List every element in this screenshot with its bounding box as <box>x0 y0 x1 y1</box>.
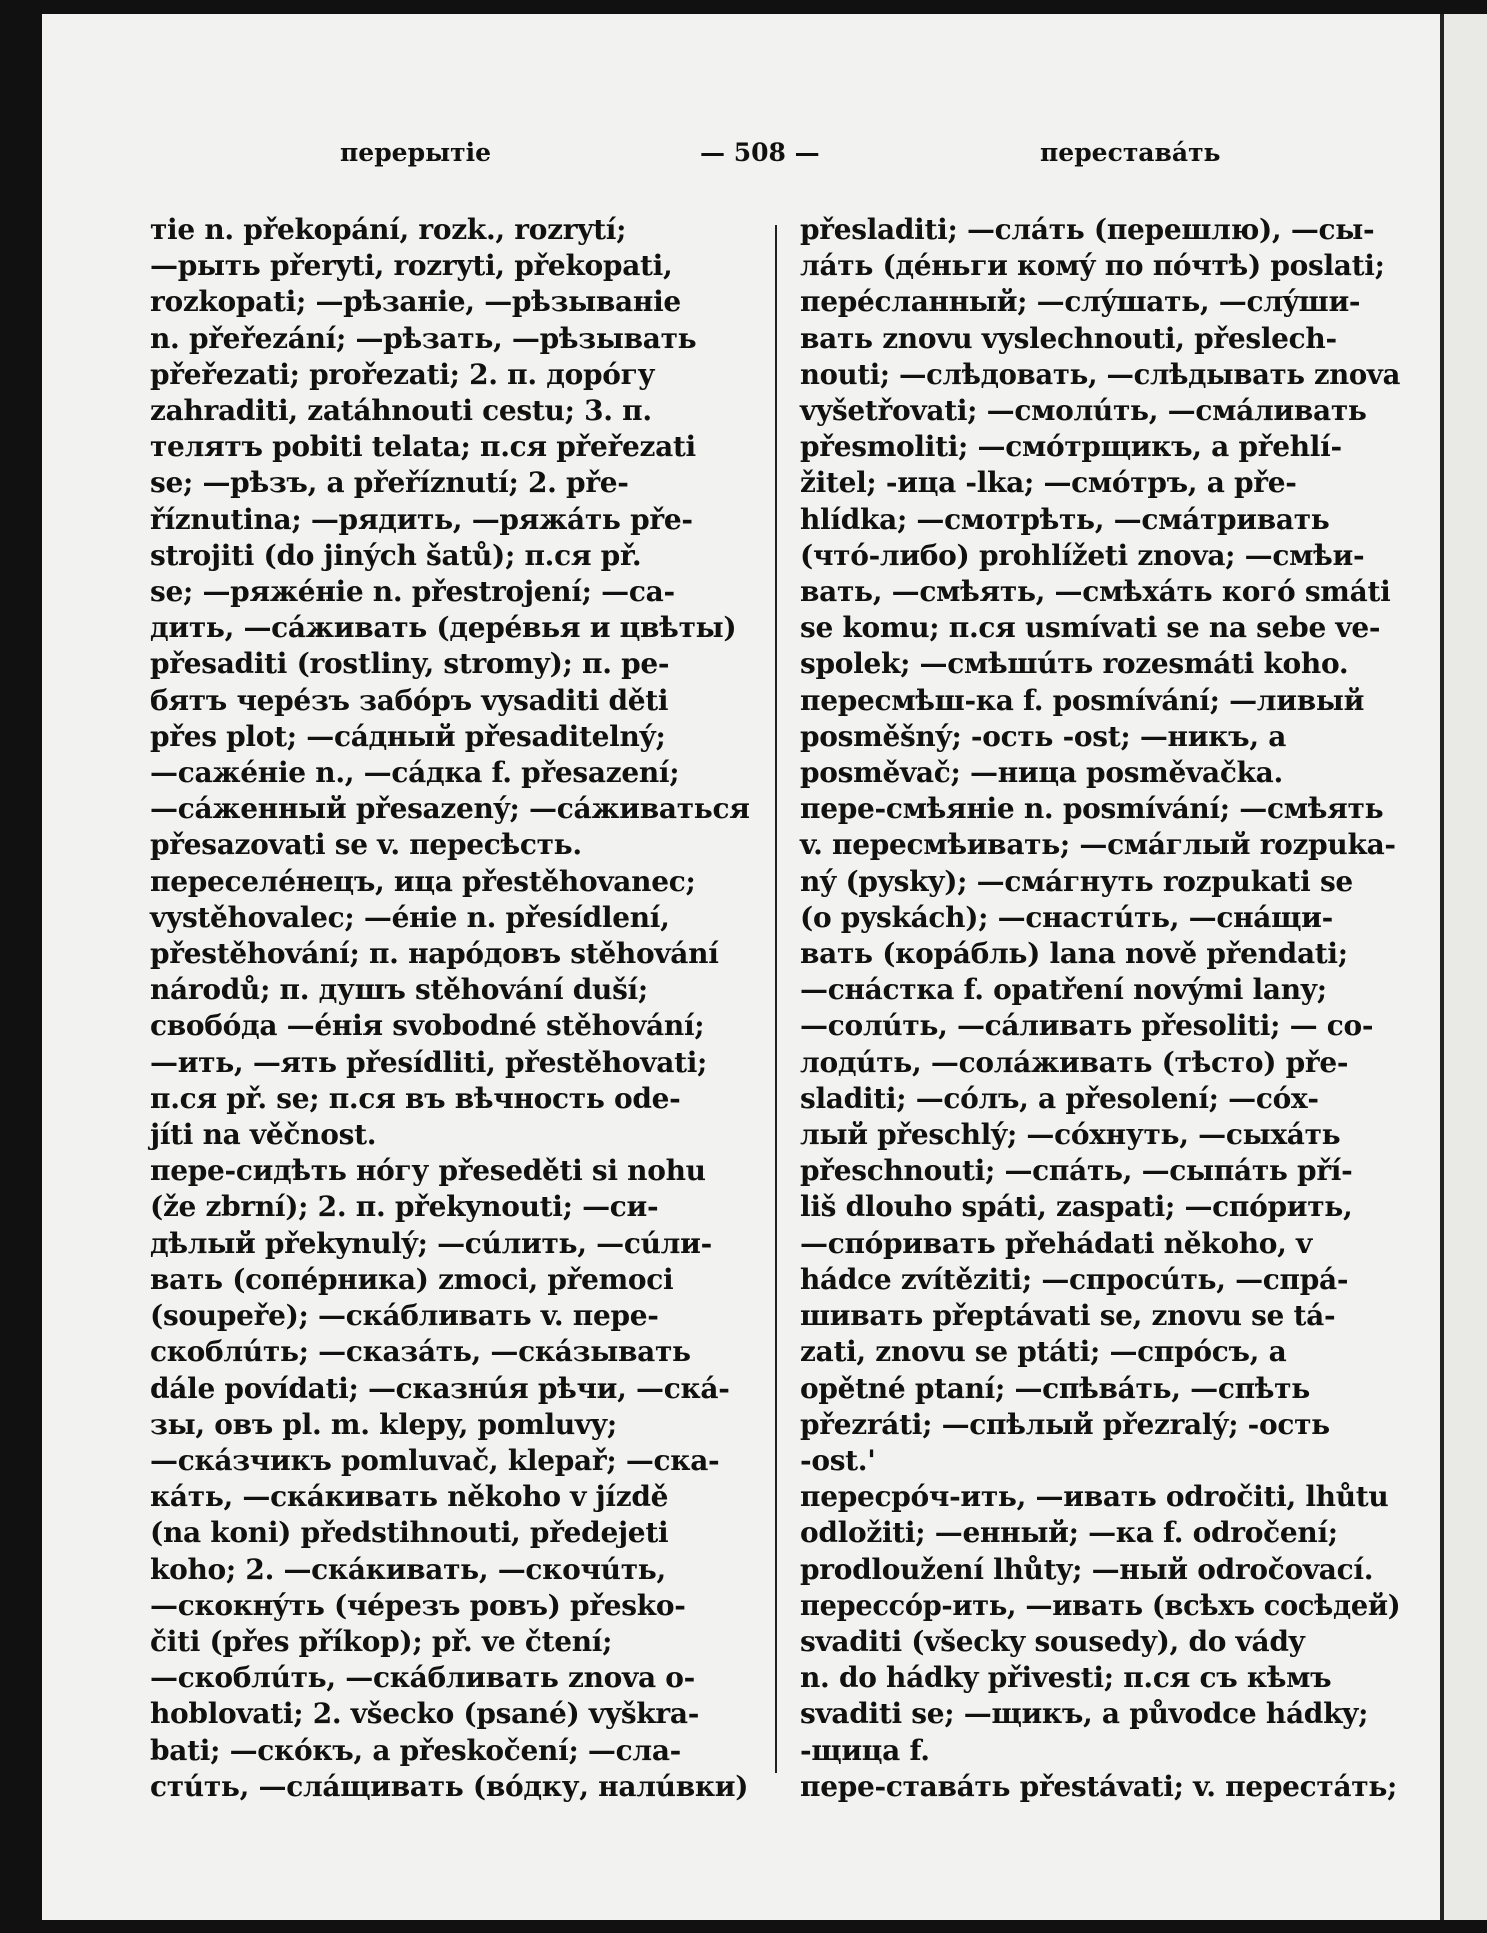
page-number: — 508 — <box>700 138 820 167</box>
text-line: свобóда —éнія svobodné stěhování; <box>150 1009 705 1043</box>
text-line: odložiti; —енный; —ка f. odročení; <box>800 1516 1338 1550</box>
text-line: —рыть přeryti, rozryti, překopati, <box>150 249 673 283</box>
text-line: вать (сопéрника) zmoci, přemoci <box>150 1262 674 1296</box>
text-line: —солúть, —сáливать přesoliti; — со- <box>800 1009 1374 1043</box>
text-line: -ost.' <box>800 1443 876 1477</box>
left-column <box>150 212 750 1805</box>
text-line: svaditi se; —щикъ, a původce hádky; <box>800 1697 1369 1731</box>
text-line: národů; п. душъ stěhování duší; <box>150 973 648 1007</box>
text-line: v. пересмѣивать; —смáглый rozpuka- <box>800 828 1396 862</box>
text-line: шивать přeptávati se, znovu se tá- <box>800 1299 1336 1333</box>
text-line: se; —ряжéніе n. přestrojení; —са- <box>150 575 675 609</box>
text-line: nouti; —слѣдовать, —слѣдывать znova <box>800 357 1401 391</box>
text-line: žitel; -ица -lka; —смóтръ, a pře- <box>800 466 1297 500</box>
text-line: (soupeře); —скáбливать v. пере- <box>150 1299 659 1333</box>
text-line: spolek; —смѣшúть rozesmáti koho. <box>800 647 1349 681</box>
text-line: přestěhování; п. нарóдовъ stěhování <box>150 937 719 971</box>
text-line: —сáженный přesazený; —сáживаться <box>150 792 750 826</box>
text-line: svaditi (všecky sousedy), do vády <box>800 1624 1305 1658</box>
text-line: -щица f. <box>800 1733 930 1767</box>
text-line: —снáстка f. opatření novými lany; <box>800 973 1327 1007</box>
scan-border-top <box>0 0 1487 14</box>
header-first-word: перерытіе <box>340 138 492 167</box>
text-line: čiti (přes příkop); př. ve čtení; <box>150 1624 613 1658</box>
text-line: пересрóч-ить, —ивать odročiti, lhůtu <box>800 1480 1389 1514</box>
text-line: posměšný; -ость -ost; —никъ, a <box>800 719 1287 753</box>
text-line: п.ся př. se; п.ся въ вѣчность ode- <box>150 1081 681 1115</box>
column-divider <box>775 225 777 1773</box>
text-line: переселéнецъ, ица přestěhovanec; <box>150 864 696 898</box>
adjacent-page-edge <box>1440 14 1487 1920</box>
text-line: —ить, —ять přesídliti, přestěhovati; <box>150 1045 708 1079</box>
text-line: přezráti; —спѣлый přezralý; -ость <box>800 1407 1330 1441</box>
text-line: n. do hádky přivesti; п.ся съ кѣмъ <box>800 1661 1332 1695</box>
text-line: —сажéніе n., —сáдка f. přesazení; <box>150 756 680 790</box>
text-line: říznutina; —рядить, —ряжáть pře- <box>150 502 693 536</box>
text-line: prodloužení lhůty; —ный odročovací. <box>800 1552 1374 1586</box>
running-header <box>330 138 1230 178</box>
text-line: se komu; п.ся usmívati se na sebe ve- <box>800 611 1381 645</box>
text-line: přesladiti; —слáть (перешлю), —сы- <box>800 213 1375 246</box>
scan-border-left <box>0 0 42 1933</box>
text-line: (o pyskách); —снастúть, —снáщи- <box>800 900 1333 934</box>
text-line: вать (корáбль) lana nově přendati; <box>800 937 1348 971</box>
text-line: стúть, —слáщивать (вóдку, налúвки) <box>150 1769 749 1803</box>
text-line: přesmoliti; —смóтрщикъ, a přehlí- <box>800 430 1342 464</box>
text-line: пересмѣш-ка f. posmívání; —ливый <box>800 683 1365 717</box>
text-line: пере-смѣяніе n. posmívání; —смѣять <box>800 792 1384 826</box>
text-line: přesaditi (rostliny, stromy); п. ре- <box>150 647 670 681</box>
text-line: zahraditi, zatáhnouti cestu; 3. п. <box>150 394 652 428</box>
text-line: кáть, —скáкивать někoho v jízdě <box>150 1480 669 1514</box>
text-line: дить, —сáживать (дерéвья и цвѣты) <box>150 611 737 645</box>
text-line: (na koni) předstihnouti, předejeti <box>150 1516 669 1550</box>
text-line: дѣлый překynulý; —сúлить, —сúли- <box>150 1226 712 1260</box>
text-line: přesazovati se v. пересѣсть. <box>150 828 582 862</box>
text-line: bati; —скóкъ, a přeskočení; —сла- <box>150 1733 681 1767</box>
text-line: вать, —смѣять, —смѣхáть когó smáti <box>800 575 1391 609</box>
text-line: dále povídati; —сказнúя рѣчи, —скá- <box>150 1371 730 1405</box>
text-line: —скáзчикъ pomluvač, klepař; —ска- <box>150 1443 720 1477</box>
text-line: liš dlouho spáti, zaspati; —спóрить, <box>800 1190 1353 1224</box>
text-line: бятъ черéзъ забóръ vysaditi děti <box>150 683 669 717</box>
text-line: opětné ptaní; —спѣвáть, —спѣть <box>800 1371 1310 1405</box>
text-line: jíti na věčnost. <box>150 1118 377 1152</box>
text-line: se; —рѣзъ, a přeříznutí; 2. pře- <box>150 466 629 500</box>
text-line: ný (pysky); —смáгнуть rozpukati se <box>800 864 1353 898</box>
text-line: —скоблúть, —скáбливать znova o- <box>150 1661 695 1695</box>
text-line: телятъ pobiti telata; п.ся přeřezati <box>150 430 696 464</box>
text-line: rozkopati; —рѣзаніе, —рѣзываніе <box>150 285 681 319</box>
text-line: перéсланный; —слýшать, —слýши- <box>800 285 1361 319</box>
text-line: přeřezati; prořezati; 2. п. дорóгу <box>150 357 656 391</box>
text-line: —скокнýть (чéрезъ ровъ) přesko- <box>150 1588 686 1622</box>
text-line: zati, znovu se ptáti; —спрóсъ, a <box>800 1335 1287 1369</box>
text-line: hlídka; —смотрѣть, —смáтривать <box>800 502 1330 536</box>
text-line: strojiti (do jiných šatů); п.ся př. <box>150 538 642 572</box>
text-line: vystěhovalec; —éніе n. přesídlení, <box>150 900 670 934</box>
text-line: скоблúть; —сказáть, —скáзывать <box>150 1335 691 1369</box>
text-line: перессóр-ить, —ивать (всѣхъ сосѣдей) <box>800 1588 1401 1622</box>
scan-border-bottom <box>0 1920 1487 1933</box>
text-line: hádce zvítěziti; —спросúть, —спрá- <box>800 1262 1349 1296</box>
text-line: přes plot; —сáдный přesaditelný; <box>150 719 666 753</box>
text-line: тіе n. překopání, rozk., rozrytí; <box>150 213 627 246</box>
text-line: пере-ставáть přestávati; v. перестáть; <box>800 1769 1398 1803</box>
text-line: зы, овъ pl. m. klepy, pomluvy; <box>150 1407 617 1441</box>
text-line: koho; 2. —скáкивать, —скочúть, <box>150 1552 666 1586</box>
text-line: —спóривать přehádati někoho, v <box>800 1226 1312 1260</box>
text-line: (že zbrní); 2. п. překynouti; —си- <box>150 1190 659 1224</box>
text-line: пере-сидѣть нóгу přeseděti si nohu <box>150 1154 706 1188</box>
text-line: sladiti; —сóлъ, a přesolení; —сóх- <box>800 1081 1319 1115</box>
text-line: vyšetřovati; —смолúть, —смáливать <box>800 394 1367 428</box>
text-line: (чтó-либо) prohlížeti znova; —смѣи- <box>800 538 1365 572</box>
right-column <box>800 212 1400 1805</box>
text-line: лый přeschlý; —сóхнуть, —сыхáть <box>800 1118 1341 1152</box>
text-line: posměvač; —ница posměvačka. <box>800 756 1283 790</box>
text-line: лáть (дéньги комý по пóчтѣ) poslati; <box>800 249 1385 283</box>
text-line: лодúть, —солáживать (тѣсто) pře- <box>800 1045 1349 1079</box>
text-line: přeschnouti; —спáть, —сыпáть pří- <box>800 1154 1353 1188</box>
text-line: n. přeřezání; —рѣзать, —рѣзывать <box>150 321 697 355</box>
text-line: вать znovu vyslechnouti, přeslech- <box>800 321 1337 355</box>
text-line: hoblovati; 2. všecko (psané) vyškra- <box>150 1697 700 1731</box>
header-last-word: переставáть <box>1040 138 1221 167</box>
